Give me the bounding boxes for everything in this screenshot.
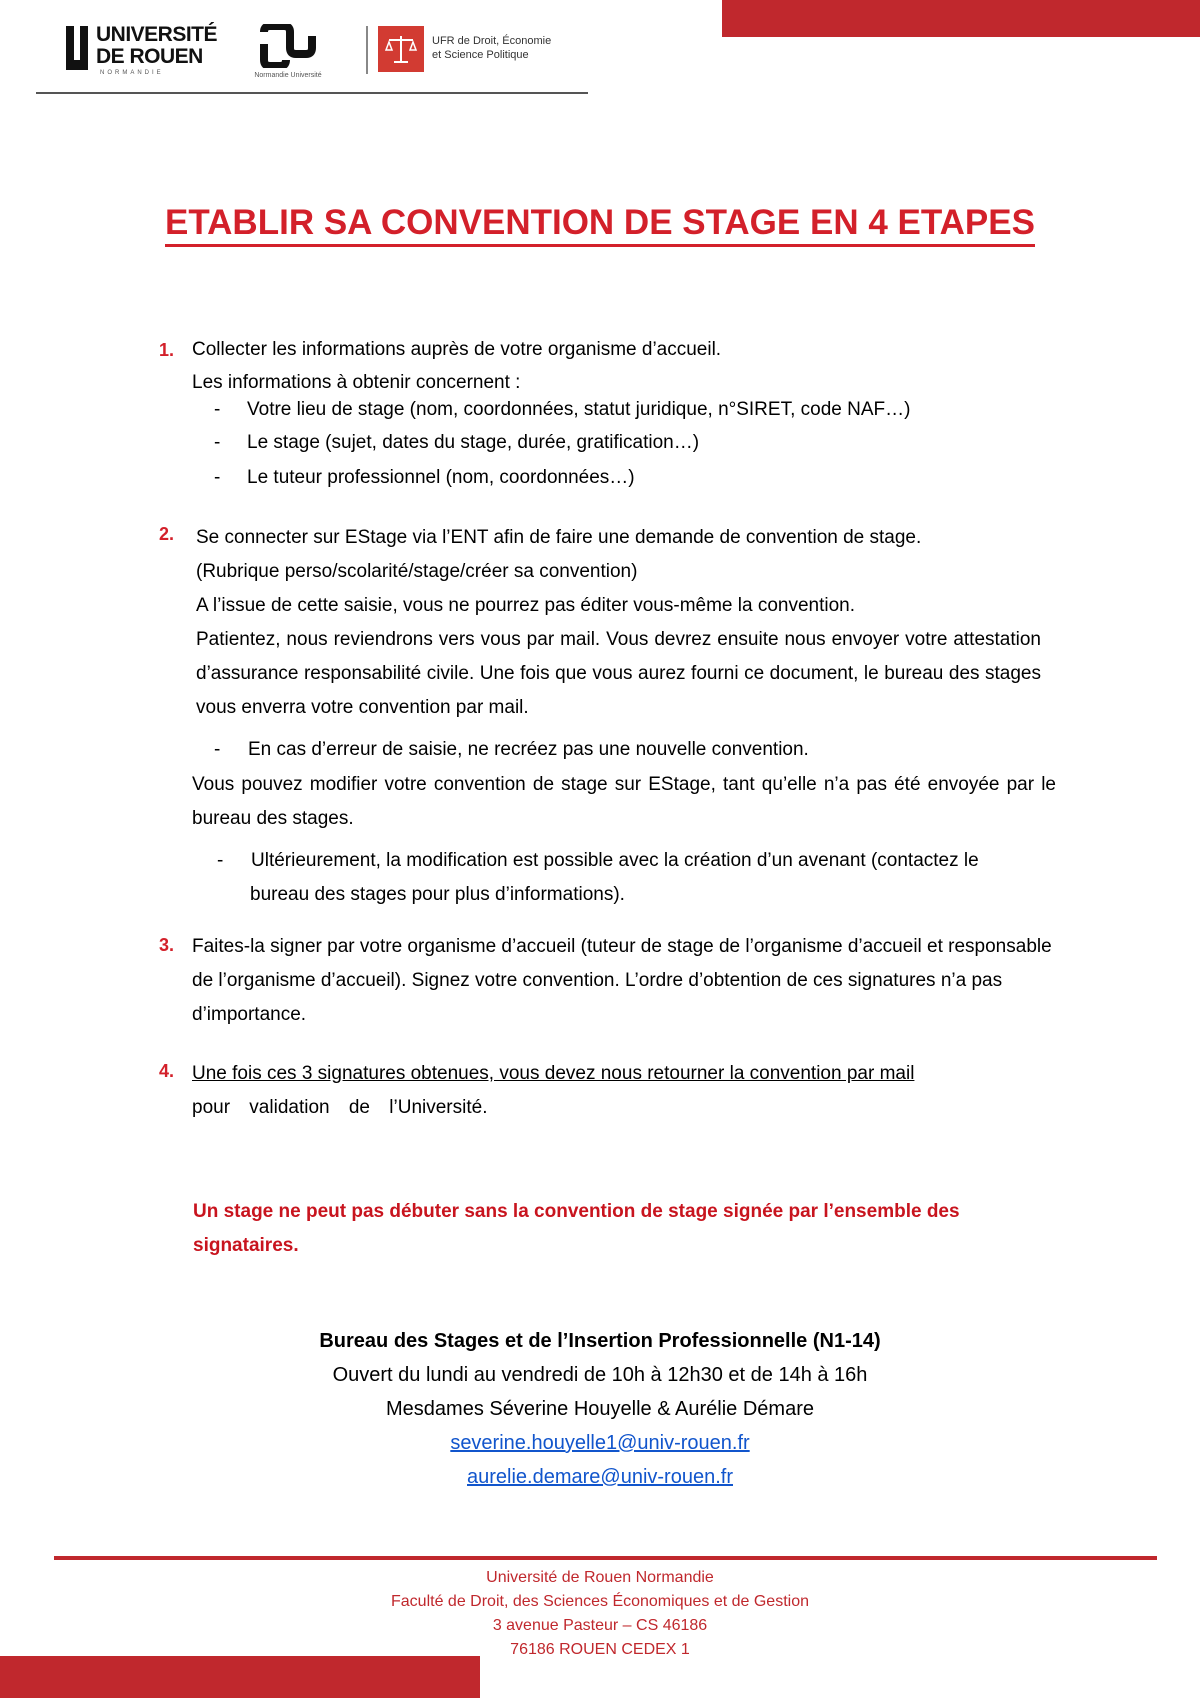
step-2-line-1: Se connecter sur EStage via l’ENT afin de faire une demande de convention de stage. [196, 527, 922, 548]
step-2-paragraph: Patientez, nous reviendrons vers vous par mail. Vous devrez ensuite nous envoyer votre attestation d’assurance responsabilité civile. Une fois que vous aurez fourni ce document, le bureau des stages vous enverra votre convention par mail. [196, 629, 1041, 718]
step-2-number: 2. [159, 524, 175, 544]
contact-office: Bureau des Stages et de l’Insertion Professionnelle (N1-14) [319, 1330, 881, 1352]
footer-city: 76186 ROUEN CEDEX 1 [510, 1641, 690, 1658]
step-4-rest: pour validation de l’Université. [192, 1097, 488, 1118]
footer-address: 3 avenue Pasteur – CS 46186 [492, 1617, 708, 1634]
normandie-logo-caption: Normandie Université [254, 72, 322, 79]
normandie-knot-icon [258, 24, 318, 68]
ufr-logo-text: UFR de Droit, Économie et Science Politique [432, 35, 552, 61]
universite-rouen-logo [66, 22, 218, 78]
ufr-logo [378, 26, 598, 74]
step-2-line-2: (Rubrique perso/scolarité/stage/créer sa convention) [196, 561, 638, 582]
universite-logo-sub: NORMANDIE [100, 70, 164, 76]
email-link-houyelle[interactable]: severine.houyelle1@univ-rouen.fr [450, 1432, 750, 1454]
contact-email-2-row [0, 1461, 1200, 1494]
page-title: ETABLIR SA CONVENTION DE STAGE EN 4 ETAPES [0, 202, 1200, 244]
bullet-dash: - [214, 467, 221, 488]
bullet-dash: - [214, 432, 221, 453]
step-4-number: 4. [159, 1061, 175, 1081]
warning-text: Un stage ne peut pas débuter sans la convention de stage signée par l’ensemble des signataires. [193, 1201, 960, 1256]
step-1-number: 1. [159, 340, 175, 360]
universite-logo-text: UNIVERSITÉ DE ROUEN [96, 23, 218, 68]
step-2-bullet-2: Ultérieurement, la modification est possible avec la création d’un avenant (contactez le bureau des stages pour plus d’informations). [250, 850, 979, 905]
step-2-line-3: A l’issue de cette saisie, vous ne pourrez pas éditer vous-même la convention. [196, 595, 856, 616]
logo-separator [366, 26, 368, 74]
contact-email-1-row [0, 1427, 1200, 1460]
step-4-underlined: Une fois ces 3 signatures obtenues, vous devez nous retourner la convention par mail [192, 1063, 915, 1084]
step-1-bullet-1: Votre lieu de stage (nom, coordonnées, statut juridique, n°SIRET, code NAF…) [247, 399, 911, 420]
bullet-dash: - [217, 850, 224, 871]
step-3-text: Faites-la signer par votre organisme d’accueil (tuteur de stage de l’organisme d’accueil et responsable de l’organisme d’accueil). Signez votre convention. L’ordre d’obtention de ces signatures n’a pas d’importance. [192, 936, 1052, 1025]
step-1-heading: Collecter les informations auprès de votre organisme d’accueil. [192, 339, 722, 360]
bullet-dash: - [214, 399, 221, 420]
universite-u-icon [66, 26, 88, 70]
email-link-demare[interactable]: aurelie.demare@univ-rouen.fr [467, 1466, 733, 1488]
step-1-bullet-3: Le tuteur professionnel (nom, coordonnées…) [247, 467, 635, 488]
step-2-bullet-1: En cas d’erreur de saisie, ne recréez pas une nouvelle convention. [248, 739, 809, 760]
footer-university: Université de Rouen Normandie [486, 1569, 714, 1586]
contact-hours: Ouvert du lundi au vendredi de 10h à 12h30 et de 14h à 16h [332, 1364, 868, 1386]
contact-names: Mesdames Séverine Houyelle & Aurélie Démare [386, 1398, 814, 1420]
footer-red-bar [0, 1656, 480, 1698]
footer-faculty: Faculté de Droit, des Sciences Économiques et de Gestion [391, 1593, 809, 1610]
step-2-paragraph-2: Vous pouvez modifier votre convention de stage sur EStage, tant qu’elle n’a pas été envoyée par le bureau des stages. [192, 774, 1056, 829]
footer-red-line [54, 1556, 1157, 1560]
step-1-intro: Les informations à obtenir concernent : [192, 372, 521, 393]
step-3-number: 3. [159, 935, 175, 955]
step-1-bullet-2: Le stage (sujet, dates du stage, durée, gratification…) [247, 432, 700, 453]
normandie-universite-logo [240, 24, 340, 82]
header-underline [36, 92, 588, 94]
ufr-scales-icon [378, 26, 424, 72]
bullet-dash: - [214, 739, 221, 760]
header-red-bar [722, 0, 1200, 37]
